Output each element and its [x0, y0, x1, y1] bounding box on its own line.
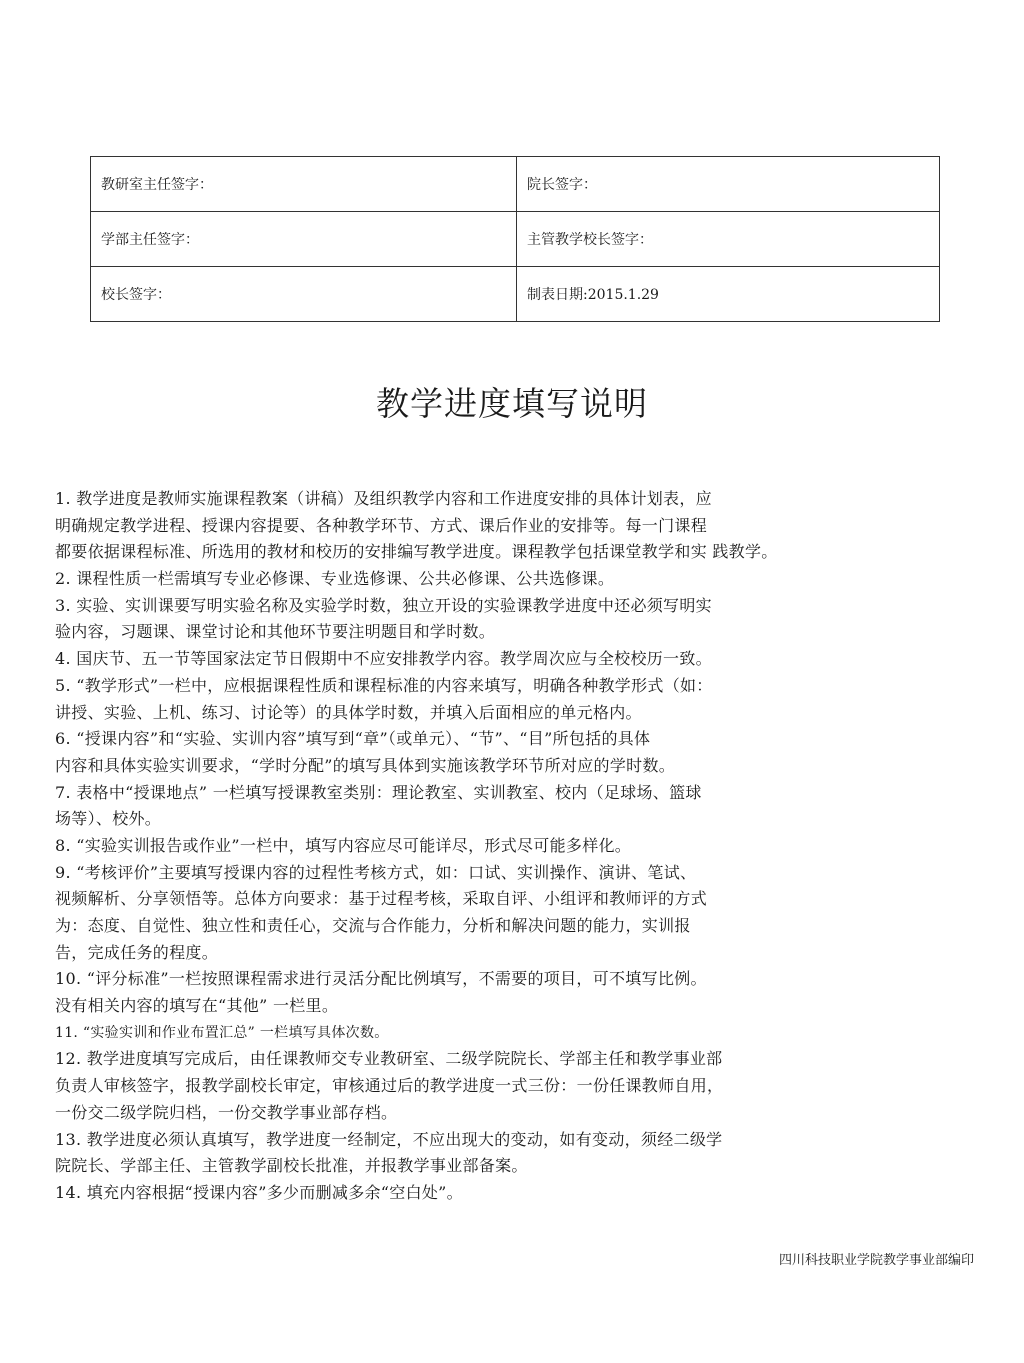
instruction-line: 都要依据课程标准、所选用的教材和校历的安排编写教学进度。课程教学包括课堂教学和实 践教学。 — [55, 542, 778, 562]
instruction-line: 负责人审核签字，报教学副校长审定，审核通过后的教学进度一式三份：一份任课教师自用， — [55, 1076, 724, 1096]
signature-cell-teaching-office-director: 教研室主任签字： — [91, 157, 517, 212]
instruction-line: 13. 教学进度必须认真填写，教学进度一经制定，不应出现大的变动，如有变动，须经二级学 — [55, 1129, 723, 1149]
instruction-line: 没有相关内容的填写在“其他” 一栏里。 — [55, 996, 339, 1016]
instruction-line: 内容和具体实验实训要求，“学时分配”的填写具体到实施该教学环节所对应的学时数。 — [55, 755, 676, 775]
instruction-line: 7. 表格中“授课地点” 一栏填写授课教室类别：理论教室、实训教室、校内（足球场、篮球 — [55, 782, 702, 802]
signature-cell-date: 制表日期:2015.1.29 — [517, 267, 940, 322]
instruction-line: 12. 教学进度填写完成后，由任课教师交专业教研室、二级学院院长、学部主任和教学事业部 — [55, 1049, 723, 1069]
instruction-line: 明确规定教学进程、授课内容提要、各种教学环节、方式、课后作业的安排等。每一门课程 — [55, 515, 708, 535]
instruction-line: 10. “评分标准”一栏按照课程需求进行灵活分配比例填写，不需要的项目，可不填写比例。 — [55, 969, 707, 989]
signature-cell-president: 校长签字： — [91, 267, 517, 322]
signature-row — [91, 267, 940, 322]
instruction-line: 4. 国庆节、五一节等国家法定节日假期中不应安排教学内容。教学周次应与全校校历一致。 — [55, 649, 712, 669]
instruction-line: 院院长、学部主任、主管教学副校长批准，并报教学事业部备案。 — [55, 1156, 528, 1176]
instruction-line: 6. “授课内容”和“实验、实训内容”填写到“章”（或单元）、“节”、“目”所包括的具体 — [55, 729, 651, 749]
instruction-line: 场等）、校外。 — [55, 809, 162, 829]
signature-table — [90, 156, 940, 322]
instruction-line: 视频解析、分享领悟等。总体方向要求：基于过程考核，采取自评、小组评和教师评的方式 — [55, 889, 708, 909]
instructions-list — [55, 486, 985, 1207]
instruction-line: 为：态度、自觉性、独立性和责任心，交流与合作能力，分析和解决问题的能力，实训报 — [55, 916, 691, 935]
instruction-line: 9. “考核评价”主要填写授课内容的过程性考核方式，如：口试、实训操作、演讲、笔试、 — [55, 862, 697, 882]
instruction-line: 一份交二级学院归档，一份交教学事业部存档。 — [55, 1102, 398, 1122]
signature-cell-vice-president: 主管教学校长签字： — [517, 212, 940, 267]
instruction-line: 告，完成任务的程度。 — [55, 942, 219, 962]
instruction-line: 8. “实验实训报告或作业”一栏中，填写内容应尽可能详尽，形式尽可能多样化。 — [55, 835, 632, 855]
instruction-line: 讲授、实验、上机、练习、讨论等）的具体学时数，并填入后面相应的单元格内。 — [55, 702, 642, 722]
page-title: 教学进度填写说明 — [376, 384, 648, 423]
instruction-line: 1. 教学进度是教师实施课程教案（讲稿）及组织教学内容和工作进度安排的具体计划表，应 — [55, 489, 712, 508]
signature-row — [91, 212, 940, 267]
instruction-line: 2. 课程性质一栏需填写专业必修课、专业选修课、公共必修课、公共选修课。 — [55, 569, 615, 589]
signature-cell-dean: 院长签字： — [517, 157, 940, 212]
instruction-line: 14. 填充内容根据“授课内容”多少而删减多余“空白处”。 — [55, 1182, 463, 1202]
signature-row — [91, 157, 940, 212]
instruction-line: 11. “实验实训和作业布置汇总” 一栏填写具体次数。 — [55, 1024, 389, 1041]
signature-cell-division-director: 学部主任签字： — [91, 212, 517, 267]
instruction-line: 5. “教学形式”一栏中，应根据课程性质和课程标准的内容来填写，明确各种教学形式（如： — [55, 675, 713, 695]
instruction-line: 3. 实验、实训课要写明实验名称及实验学时数，独立开设的实验课教学进度中还必须写明实 — [55, 595, 712, 615]
instruction-line: 验内容，习题课、课堂讨论和其他环节要注明题目和学时数。 — [55, 622, 496, 642]
footer-credit: 四川科技职业学院教学事业部编印 — [778, 1253, 974, 1268]
